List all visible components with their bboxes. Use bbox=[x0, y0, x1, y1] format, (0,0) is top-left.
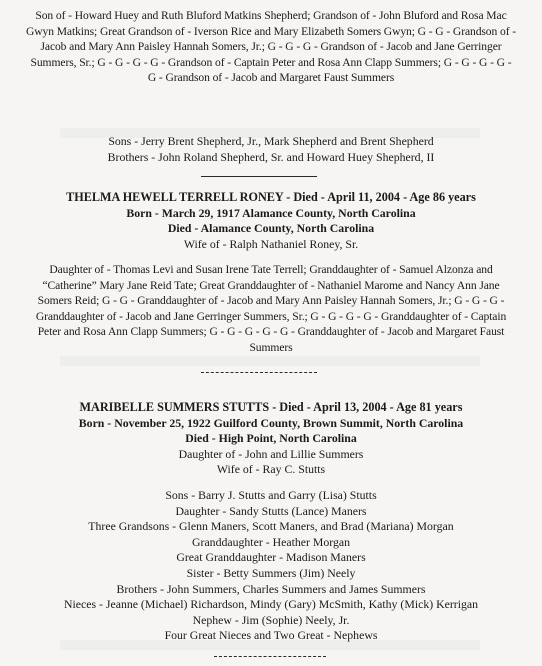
sister-line: Sister - Betty Summers (Jim) Neely bbox=[186, 565, 356, 580]
great-granddaughter-line: Great Granddaughter - Madison Maners bbox=[176, 550, 366, 565]
entry-stutts-family bbox=[0, 488, 542, 644]
lineage-paragraph: Son of - Howard Huey and Ruth Bluford Matkins Shepherd; Grandson of - John Bluford and Rosa Mac Gwyn Matkins; Great Grandson of - Iverson Rice and Mary Elizabeth Somers Gwyn; G - G - Grandson of - Jacob and Mary Ann Paisley Hannah Somers, Jr.; G - G - G - Grandson of - Jacob and Jane Gerringer Summers, Sr.; G - G - G - G - Grandson of - Captain Peter and Rosa Ann Clapp Summers; G - G - G - G - G - Grandson of - Jacob and Margaret Faust Summers bbox=[25, 9, 517, 85]
section-divider bbox=[201, 176, 317, 177]
brothers-line: Brothers - John Summers, Charles Summers and James Summers bbox=[116, 581, 426, 596]
section-divider bbox=[214, 656, 326, 657]
granddaughter-line: Granddaughter - Heather Morgan bbox=[192, 534, 350, 549]
nieces-line: Nieces - Jeanne (Michael) Richardson, Mindy (Gary) McSmith, Kathy (Mick) Kerrigan bbox=[63, 597, 479, 612]
entry-stutts bbox=[0, 400, 542, 478]
entry-heading: MARIBELLE SUMMERS STUTTS - Died - April 13, 2004 - Age 81 years bbox=[79, 400, 463, 414]
entry-roney bbox=[0, 190, 542, 252]
daughter-of-line: Daughter of - John and Lillie Summers bbox=[178, 446, 364, 461]
entry-shepherd bbox=[0, 8, 542, 86]
daughter-line: Daughter - Sandy Stutts (Lance) Maners bbox=[175, 503, 367, 518]
entry-heading: THELMA HEWELL TERRELL RONEY - Died - April 11, 2004 - Age 86 years bbox=[66, 190, 476, 204]
born-line: Born - November 25, 1922 Guilford County, Brown Summit, North Carolina bbox=[78, 415, 464, 430]
sons-line: Sons - Jerry Brent Shepherd, Jr., Mark Shepherd and Brent Shepherd bbox=[108, 134, 434, 148]
sons-line: Sons - Barry J. Stutts and Garry (Lisa) Stutts bbox=[165, 488, 377, 502]
died-line: Died - Alamance County, North Carolina bbox=[167, 221, 375, 236]
bleed-through-shade bbox=[60, 356, 480, 366]
entry-roney-lineage bbox=[0, 262, 542, 356]
entry-shepherd-family bbox=[0, 134, 542, 165]
nephew-line: Nephew - Jim (Sophie) Neely, Jr. bbox=[192, 612, 350, 627]
wife-line: Wife of - Ralph Nathaniel Roney, Sr. bbox=[183, 236, 359, 251]
wife-line: Wife of - Ray C. Stutts bbox=[216, 462, 326, 477]
section-divider bbox=[201, 372, 317, 373]
lineage-paragraph: Daughter of - Thomas Levi and Susan Irene Tate Terrell; Granddaughter of - Samuel Alzonza and “Catherine” Mary Jane Reid Tate; Great Granddaughter of - Nathaniel Marome and Nancy Ann Jane Somers Reid; G - G - Granddaughter of - Jacob and Mary Ann Paisley Hannah Somers, Jr.; G - G - G - Granddaughter of - Jacob and Jane Gerringer Summers, Sr.; G - G - G - G - Granddaughter of - Captain Peter and Rosa Ann Clapp Summers; G - G - G - G - G - Granddaughter of - Jacob and Margaret Faust Summers bbox=[35, 263, 507, 354]
born-line: Born - March 29, 1917 Alamance County, North Carolina bbox=[126, 205, 416, 220]
brothers-line: Brothers - John Roland Shepherd, Sr. and Howard Huey Shepherd, II bbox=[107, 149, 435, 164]
grandsons-line: Three Grandsons - Glenn Maners, Scott Maners, and Brad (Mariana) Morgan bbox=[88, 519, 454, 534]
great-nieces-line: Four Great Nieces and Two Great - Nephews bbox=[164, 628, 378, 643]
died-line: Died - High Point, North Carolina bbox=[185, 431, 357, 446]
